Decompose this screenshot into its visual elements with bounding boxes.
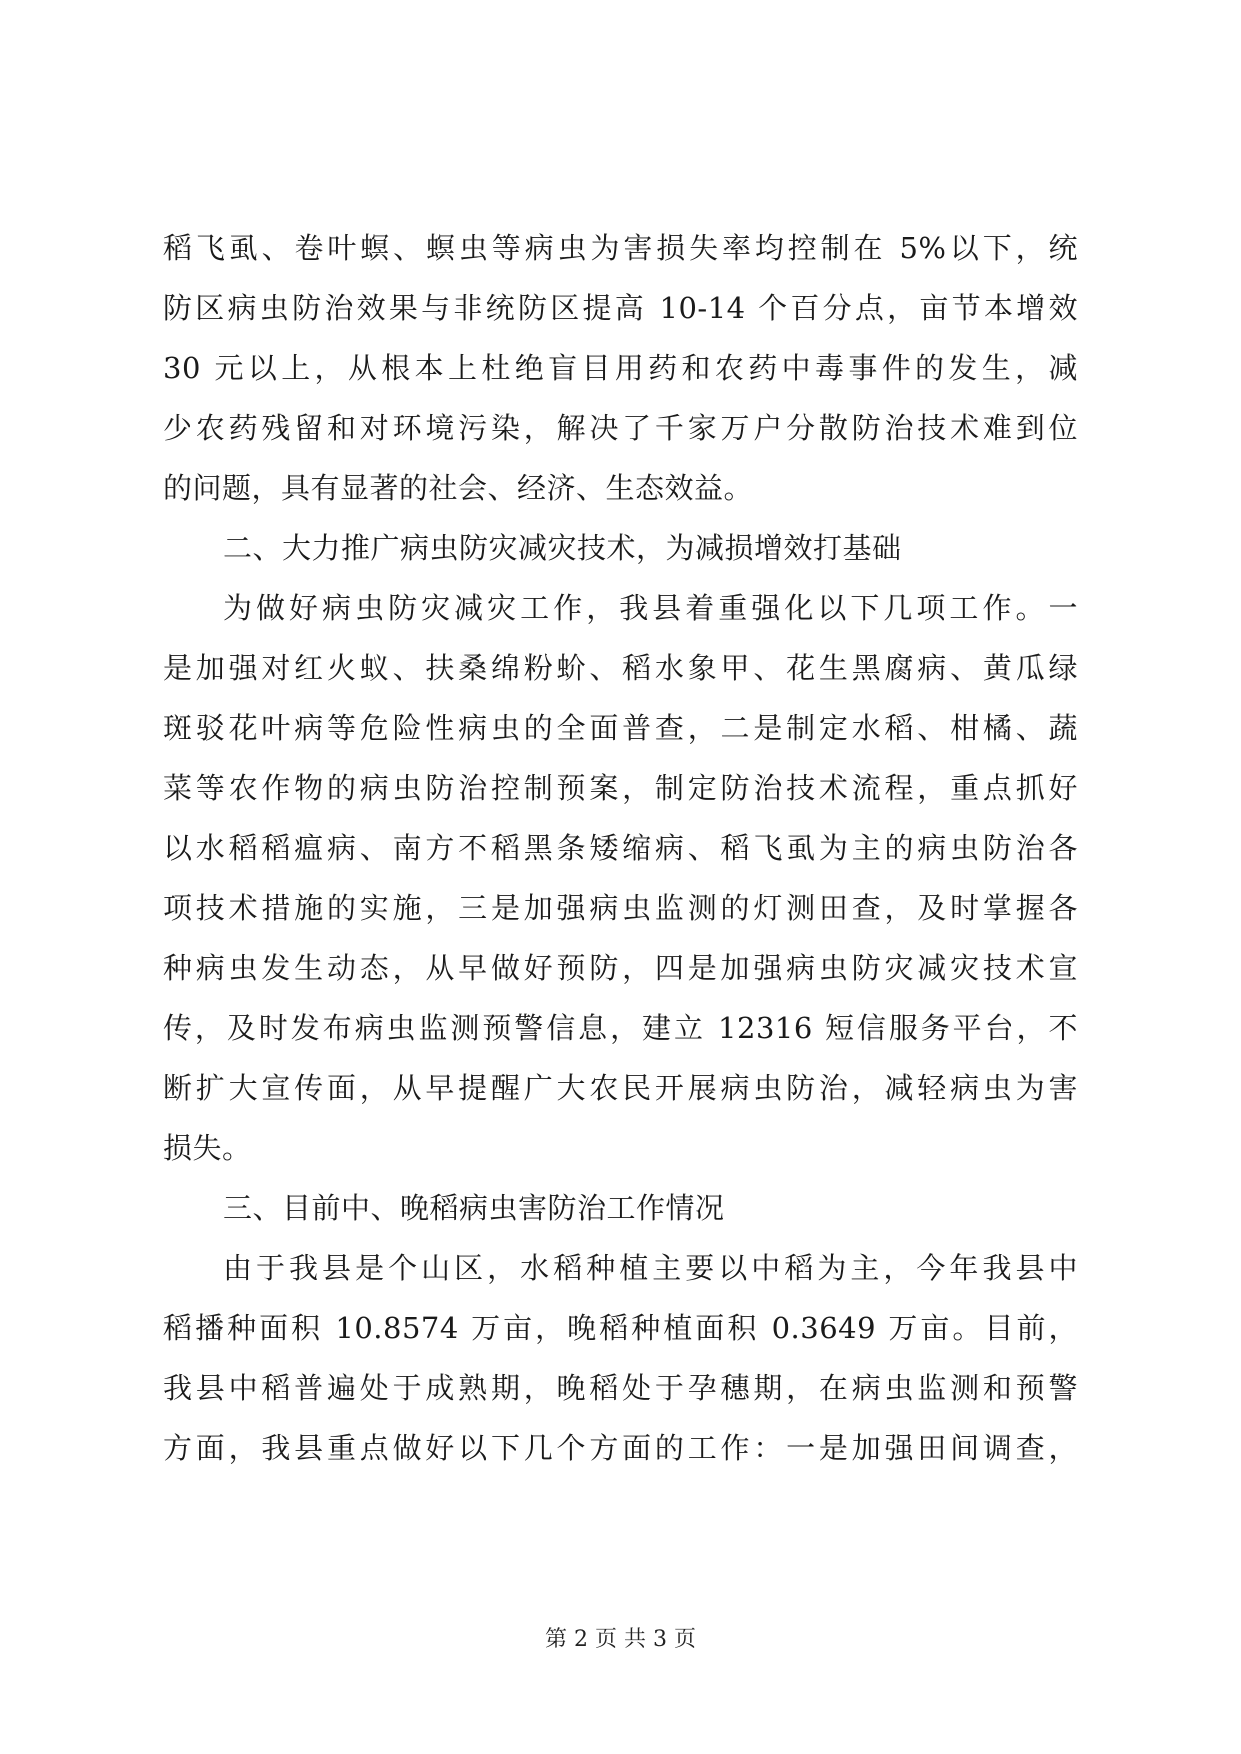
text-line: 为做好病虫防灾减灾工作，我县着重强化以下几项工作。一 [223,591,1078,625]
text-line: 少农药残留和对环境污染，解决了千家万户分散防治技术难到位 [163,411,1078,445]
text-line: 是加强对红火蚁、扶桑绵粉蚧、稻水象甲、花生黑腐病、黄瓜绿 [163,651,1078,685]
text-line: 方面，我县重点做好以下几个方面的工作：一是加强田间调查， [163,1431,1078,1465]
text-line: 种病虫发生动态，从早做好预防，四是加强病虫防灾减灾技术宣 [163,951,1078,985]
section-heading: 三、目前中、晚稻病虫害防治工作情况 [223,1191,725,1225]
text-line: 由于我县是个山区，水稻种植主要以中稻为主，今年我县中 [223,1251,1078,1285]
text-line: 损失。 [163,1131,252,1165]
section-heading: 二、大力推广病虫防灾减灾技术，为减损增效打基础 [223,531,902,565]
text-line: 稻飞虱、卷叶螟、螟虫等病虫为害损失率均控制在 5%以下，统 [163,231,1078,265]
text-line: 传，及时发布病虫监测预警信息，建立 12316 短信服务平台，不 [163,1011,1078,1045]
document-body [163,228,1078,1488]
text-line: 我县中稻普遍处于成熟期，晚稻处于孕穗期，在病虫监测和预警 [163,1371,1078,1405]
text-line: 稻播种面积 10.8574 万亩，晚稻种植面积 0.3649 万亩。目前， [163,1311,1078,1345]
text-line: 防区病虫防治效果与非统防区提高 10-14 个百分点，亩节本增效 [163,291,1078,325]
text-line: 30 元以上，从根本上杜绝盲目用药和农药中毒事件的发生，减 [163,351,1078,385]
text-line: 项技术措施的实施，三是加强病虫监测的灯测田查，及时掌握各 [163,891,1078,925]
text-line: 断扩大宣传面，从早提醒广大农民开展病虫防治，减轻病虫为害 [163,1071,1078,1105]
text-line: 菜等农作物的病虫防治控制预案，制定防治技术流程，重点抓好 [163,771,1078,805]
text-line: 以水稻稻瘟病、南方不稻黑条矮缩病、稻飞虱为主的病虫防治各 [163,831,1078,865]
text-line: 斑驳花叶病等危险性病虫的全面普查，二是制定水稻、柑橘、蔬 [163,711,1078,745]
text-line: 的问题，具有显著的社会、经济、生态效益。 [163,471,754,505]
page-number-footer: 第 2 页 共 3 页 [545,1627,696,1652]
